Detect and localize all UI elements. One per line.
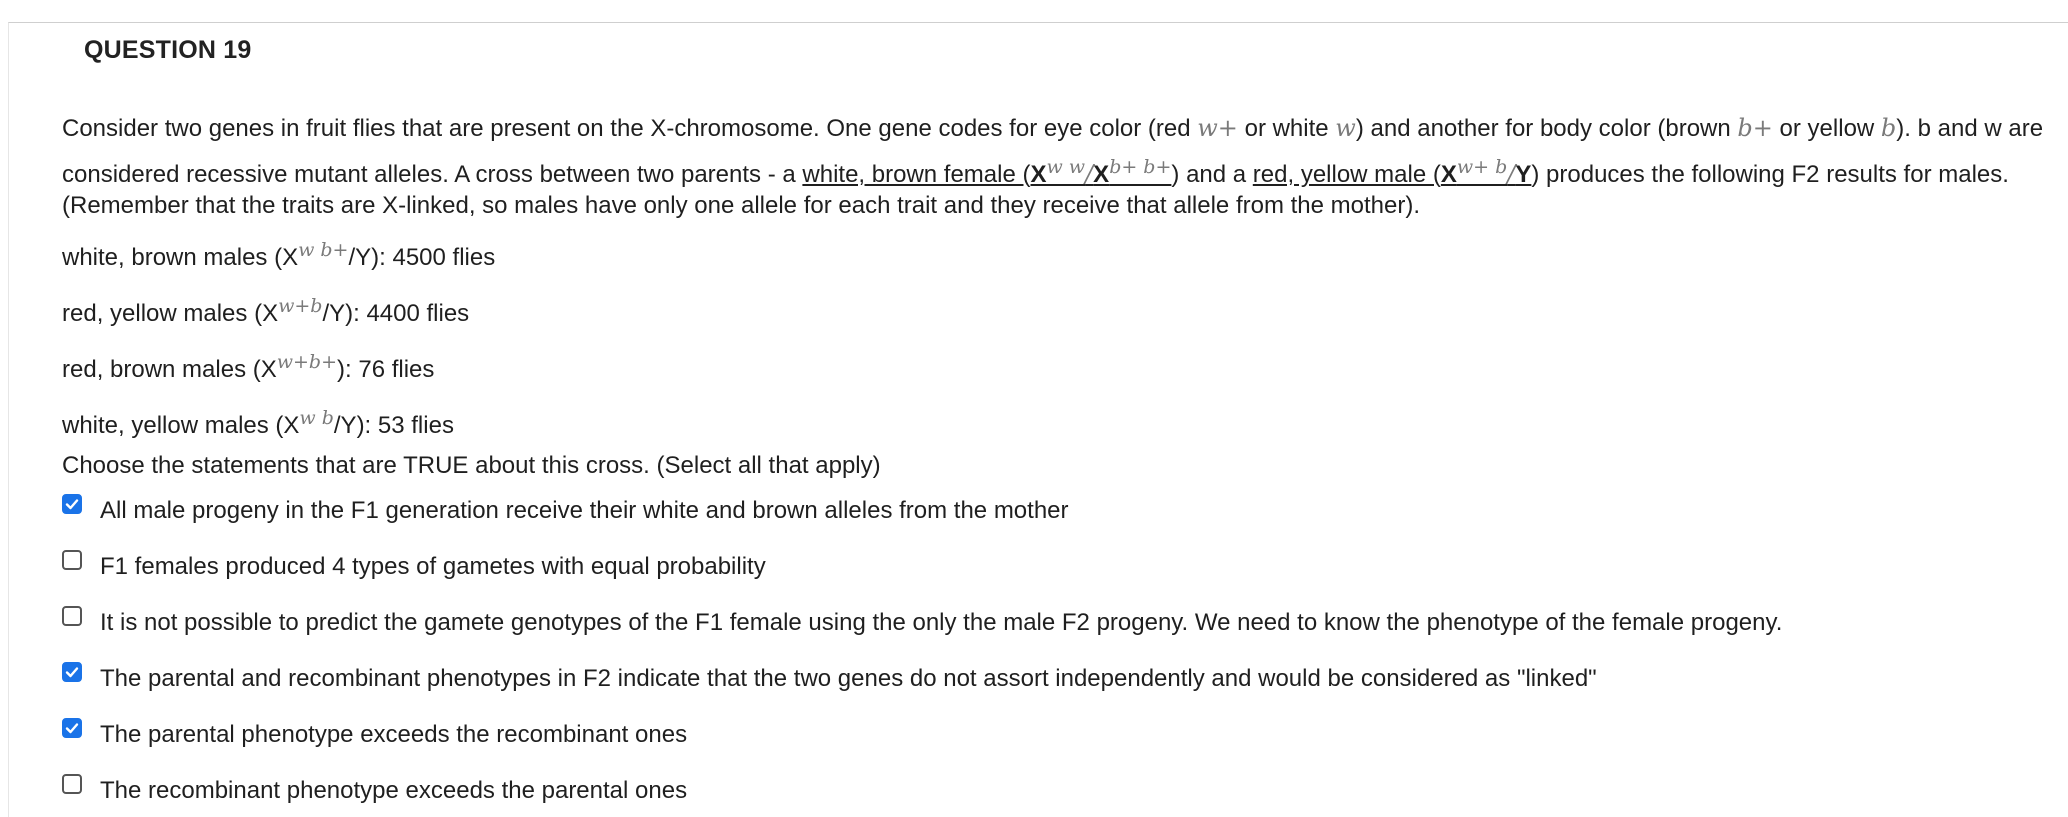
check-icon <box>64 720 80 736</box>
answer-option[interactable] <box>62 606 1782 640</box>
checkbox-checked[interactable] <box>62 718 82 738</box>
intro-text: ) and a <box>1171 161 1253 188</box>
intro-text: ) and another for body color (brown <box>1355 115 1738 142</box>
male-parent-genotype: red, yellow male ($X^{w+ b}/Y$ <box>1252 156 1532 188</box>
allele-w-plus: w+ <box>1197 114 1238 142</box>
answer-option[interactable] <box>62 774 687 808</box>
intro-text: ). b and w are <box>1896 115 2044 142</box>
intro-text: or white <box>1237 115 1336 142</box>
female-parent-genotype: white, brown female ($X^{w w}/X^{b+ b+}$ <box>802 156 1172 188</box>
question-intro-line-1 <box>62 113 2043 144</box>
question-intro-line-3: (Remember that the traits are X-linked, so males have only one allele for each trait and they receive that allele from the mother). <box>62 192 1420 219</box>
result-red-brown: red, brown males $(X^{w+b+})$: 76 flies <box>62 351 435 383</box>
answer-option[interactable] <box>62 550 766 584</box>
answer-option-label: The parental and recombinant phenotypes in F2 indicate that the two genes do not assort independently and would be considered as "linked" <box>100 665 1597 692</box>
answer-option-label: It is not possible to predict the gamete genotypes of the F1 female using the only the male F2 progeny. We need to know the phenotype of the female progeny. <box>100 609 1783 636</box>
intro-text: ) produces the following F2 results for males. <box>1531 161 2009 188</box>
result-white-yellow: white, yellow males $(X^{w b}/Y)$: 53 flies <box>62 407 454 439</box>
result-white-brown: white, brown males $(X^{w b+}/Y)$: 4500 flies <box>62 239 496 271</box>
intro-text: considered recessive mutant alleles. A cross between two parents - a <box>62 161 803 188</box>
answer-option[interactable] <box>62 718 687 752</box>
checkbox-checked[interactable] <box>62 662 82 682</box>
answer-option-label: All male progeny in the F1 generation receive their white and brown alleles from the mother <box>100 497 1069 524</box>
answer-option[interactable] <box>62 494 1069 528</box>
question-prompt: Choose the statements that are TRUE about this cross. (Select all that apply) <box>62 452 881 479</box>
allele-b: b <box>1880 114 1897 142</box>
check-icon <box>64 664 80 680</box>
checkbox-unchecked[interactable] <box>62 774 82 794</box>
result-red-yellow: red, yellow males $(X^{w+b}/Y)$: 4400 flies <box>62 295 470 327</box>
checkbox-unchecked[interactable] <box>62 606 82 626</box>
answer-option[interactable] <box>62 662 1597 696</box>
check-icon <box>64 496 80 512</box>
intro-text: or yellow <box>1772 115 1881 142</box>
checkbox-checked[interactable] <box>62 494 82 514</box>
intro-text: Consider two genes in fruit flies that are present on the X-chromosome. One gene codes for eye color (red <box>62 115 1198 142</box>
checkbox-unchecked[interactable] <box>62 550 82 570</box>
answer-option-label: The parental phenotype exceeds the recombinant ones <box>100 721 688 748</box>
answer-option-label: The recombinant phenotype exceeds the parental ones <box>100 777 688 804</box>
question-title: QUESTION 19 <box>84 36 252 64</box>
question-intro-line-2 <box>62 156 2009 190</box>
allele-b-plus: b+ <box>1737 114 1773 142</box>
allele-w: w <box>1335 114 1356 142</box>
answer-option-label: F1 females produced 4 types of gametes with equal probability <box>100 553 766 580</box>
